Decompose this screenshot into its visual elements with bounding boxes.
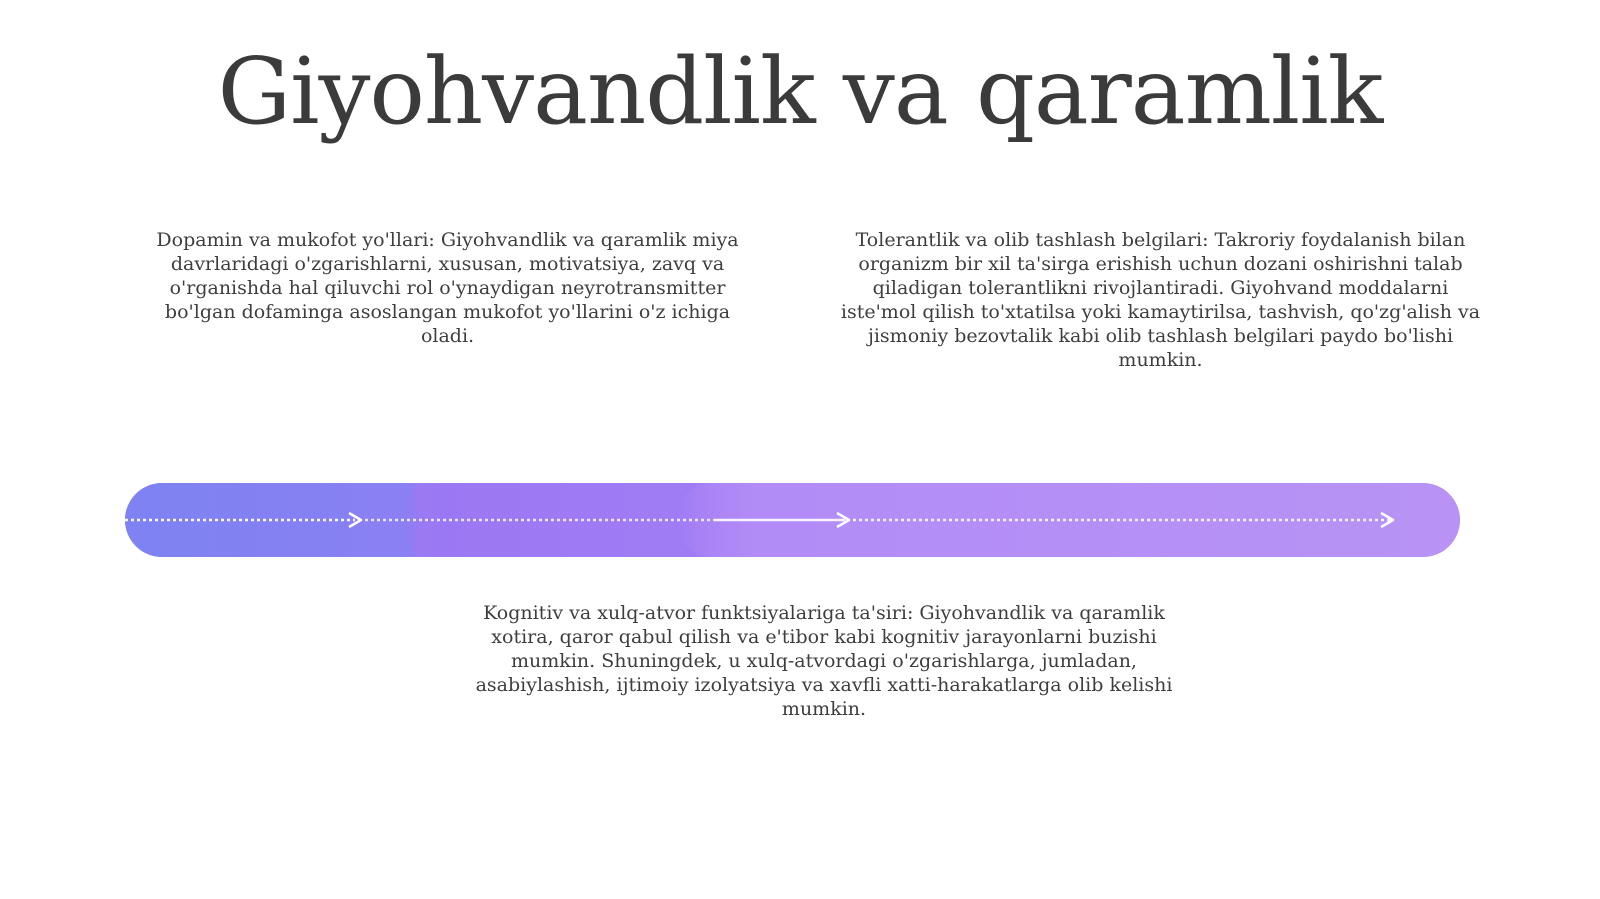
timeline-arrows — [125, 483, 1460, 557]
text-block-dopamine: Dopamin va mukofot yo'llari: Giyohvandlik va qaramlik miya davrlaridagi o'zgarishlarni, xususan, motivatsiya, zavq va o'rganishda hal qiluvchi rol o'ynaydigan neyrotransmitter bo'lgan dofaminga asoslangan mukofot yo'llarini o'z ichiga oladi. — [156, 229, 739, 347]
text-block-tolerance: Tolerantlik va olib tashlash belgilari: Takroriy foydalanish bilan organizm bir xil ta'sirga erishish uchun dozani oshirishni talab qiladigan tolerantlikni rivojlantiradi. Giyohvand moddalarni iste'mol qilish to'xtatilsa yoki kamaytirilsa, tashvish, qo'zg'alish va jismoniy bezovtalik kabi olib tashlash belgilari paydo bo'lishi mumkin. — [840, 229, 1481, 371]
text-block-cognitive: Kognitiv va xulq-atvor funktsiyalariga ta'siri: Giyohvandlik va qaramlik xotira, qaror qabul qilish va e'tibor kabi kognitiv jarayonlarni buzishi mumkin. Shuningdek, u xulq-atvordagi o'zgarishlarga, jumladan, asabiylashish, ijtimoiy izolyatsiya va xavfli xatti-harakatlarga olib kelishi mumkin. — [475, 602, 1173, 720]
timeline-bar — [125, 483, 1460, 557]
slide-title: Giyohvandlik va qaramlik — [217, 38, 1383, 145]
